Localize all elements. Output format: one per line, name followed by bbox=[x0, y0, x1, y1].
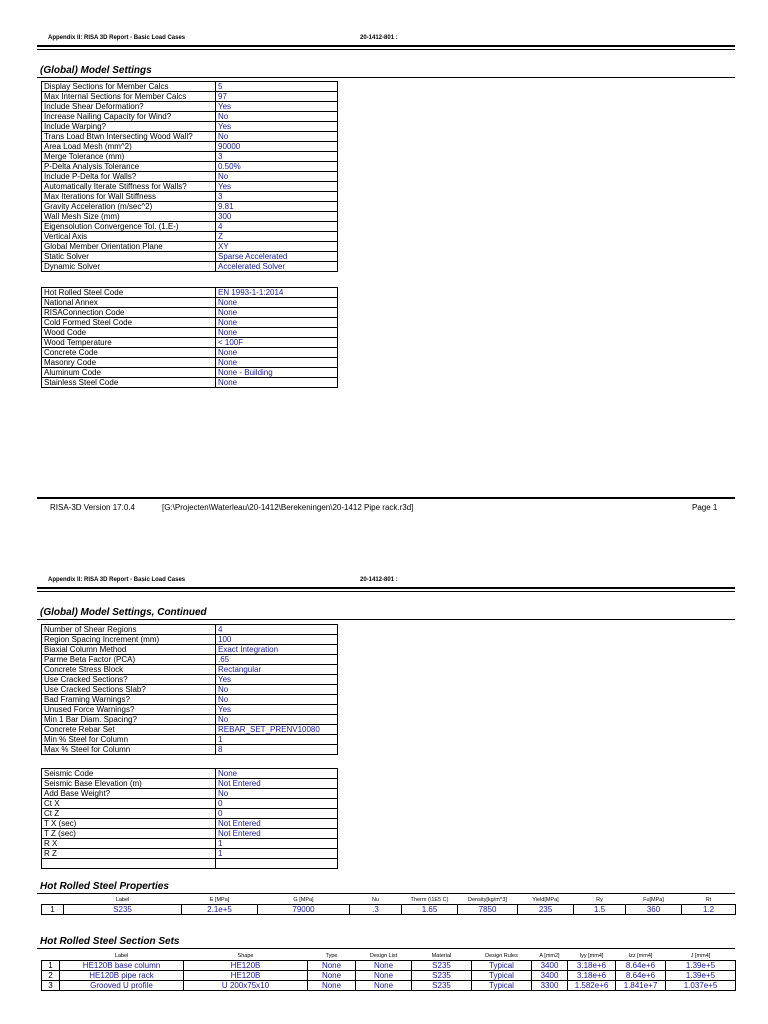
footer-version: RISA-3D Version 17.0.4 bbox=[50, 503, 135, 512]
setting-label: Wood Temperature bbox=[42, 338, 216, 348]
table-row bbox=[42, 252, 338, 262]
table-row bbox=[42, 202, 338, 212]
table-row bbox=[42, 971, 736, 981]
table-row bbox=[42, 981, 736, 991]
setting-value: 9.81 bbox=[216, 202, 338, 212]
setting-label: Min 1 Bar Diam. Spacing? bbox=[42, 715, 216, 725]
section-rule bbox=[37, 77, 735, 78]
column-header: Yield[MPa] bbox=[532, 897, 559, 903]
setting-label: Bad Framing Warnings? bbox=[42, 695, 216, 705]
table-cell: 1.2 bbox=[682, 905, 736, 915]
setting-value: < 100F bbox=[216, 338, 338, 348]
table-cell: 1.5 bbox=[574, 905, 626, 915]
setting-value: None bbox=[216, 769, 338, 779]
setting-value: Yes bbox=[216, 705, 338, 715]
page-header-left: Appendix II: RISA 3D Report - Basic Load Cases bbox=[48, 577, 186, 583]
setting-label: Include P-Delta for Walls? bbox=[42, 172, 216, 182]
table-cell: .3 bbox=[350, 905, 402, 915]
table-row bbox=[42, 92, 338, 102]
column-header: Izz [mm4] bbox=[628, 953, 653, 959]
column-header: Material bbox=[431, 953, 452, 959]
table-row bbox=[42, 308, 338, 318]
table-row bbox=[42, 665, 338, 675]
setting-label: Stainless Steel Code bbox=[42, 378, 216, 388]
setting-value: EN 1993-1-1:2014 bbox=[216, 288, 338, 298]
setting-label: Max % Steel for Column bbox=[42, 745, 216, 755]
table-cell: 3300 bbox=[532, 981, 568, 991]
table-row bbox=[42, 625, 338, 635]
setting-value: None bbox=[216, 348, 338, 358]
setting-label: Ct Z bbox=[42, 809, 216, 819]
table-row bbox=[42, 142, 338, 152]
table-cell: 1.65 bbox=[402, 905, 458, 915]
table-row bbox=[42, 348, 338, 358]
table-row bbox=[42, 262, 338, 272]
table-cell: 1.037e+5 bbox=[666, 981, 736, 991]
table-row bbox=[42, 839, 338, 849]
column-header: Type bbox=[325, 953, 338, 959]
table-row bbox=[42, 725, 338, 735]
setting-label: T Z (sec) bbox=[42, 829, 216, 839]
setting-label: P-Delta Analysis Tolerance bbox=[42, 162, 216, 172]
column-header: G [MPa] bbox=[293, 897, 314, 903]
table-cell: S235 bbox=[412, 981, 472, 991]
setting-label: Seismic Code bbox=[42, 769, 216, 779]
setting-value: 300 bbox=[216, 212, 338, 222]
table-row bbox=[42, 368, 338, 378]
setting-label: Use Cracked Sections? bbox=[42, 675, 216, 685]
table-row bbox=[42, 849, 338, 859]
setting-label: Wood Code bbox=[42, 328, 216, 338]
setting-value: 1 bbox=[216, 735, 338, 745]
section-title: (Global) Model Settings bbox=[40, 65, 152, 76]
setting-label: Ct X bbox=[42, 799, 216, 809]
table-cell: 3.18e+6 bbox=[568, 961, 616, 971]
setting-value: 100 bbox=[216, 635, 338, 645]
table-row bbox=[42, 715, 338, 725]
setting-value: 8 bbox=[216, 745, 338, 755]
table-cell: Typical bbox=[472, 971, 532, 981]
table-row bbox=[42, 222, 338, 232]
setting-label: Max Iterations for Wall Stiffness bbox=[42, 192, 216, 202]
setting-value: Exact Integration bbox=[216, 645, 338, 655]
page-header-right: 20-1412-801 : bbox=[360, 577, 398, 583]
setting-label: Concrete Rebar Set bbox=[42, 725, 216, 735]
section-title: Hot Rolled Steel Properties bbox=[40, 881, 169, 892]
table-row bbox=[42, 905, 736, 915]
column-header: Rt bbox=[705, 897, 712, 903]
table-row bbox=[42, 769, 338, 779]
table-cell: U 200x75x10 bbox=[184, 981, 308, 991]
table-row bbox=[42, 132, 338, 142]
table-row bbox=[42, 102, 338, 112]
table-row bbox=[42, 288, 338, 298]
row-number: 1 bbox=[42, 961, 60, 971]
section-title: (Global) Model Settings, Continued bbox=[40, 607, 207, 618]
column-header: Density[kg/m^3] bbox=[468, 897, 507, 903]
table-cell: 1.841e+7 bbox=[616, 981, 666, 991]
table-row bbox=[42, 635, 338, 645]
table-cell: HE120B base column bbox=[60, 961, 184, 971]
table-cell: None bbox=[356, 961, 412, 971]
section-rule bbox=[37, 893, 735, 894]
row-number: 1 bbox=[42, 905, 64, 915]
setting-value: Z bbox=[216, 232, 338, 242]
page-header-left: Appendix II: RISA 3D Report - Basic Load Cases bbox=[48, 35, 186, 41]
setting-value: None bbox=[216, 318, 338, 328]
setting-value: None bbox=[216, 308, 338, 318]
column-header: Label bbox=[115, 897, 130, 903]
header-rule bbox=[37, 587, 735, 589]
setting-label: Concrete Code bbox=[42, 348, 216, 358]
column-header: Nu bbox=[371, 897, 380, 903]
setting-value: Rectangular bbox=[216, 665, 338, 675]
footer-rule bbox=[37, 497, 735, 499]
setting-value: Yes bbox=[216, 102, 338, 112]
table-row bbox=[42, 318, 338, 328]
header-rule bbox=[37, 45, 735, 47]
footer-page-number: Page 1 bbox=[692, 503, 718, 512]
setting-value: 4 bbox=[216, 625, 338, 635]
setting-value: No bbox=[216, 715, 338, 725]
setting-value: 3 bbox=[216, 152, 338, 162]
setting-value: 3 bbox=[216, 192, 338, 202]
table-cell: None bbox=[356, 981, 412, 991]
table-cell: 1.582e+6 bbox=[568, 981, 616, 991]
table-cell: S235 bbox=[412, 961, 472, 971]
header-rule-thin bbox=[37, 49, 735, 50]
column-header: E [MPa] bbox=[209, 897, 230, 903]
setting-value: 1 bbox=[216, 849, 338, 859]
row-number: 2 bbox=[42, 971, 60, 981]
setting-value: 0.50% bbox=[216, 162, 338, 172]
table-cell: HE120B bbox=[184, 961, 308, 971]
setting-value: 4 bbox=[216, 222, 338, 232]
table-row bbox=[42, 112, 338, 122]
table-row bbox=[42, 961, 736, 971]
table-row bbox=[42, 152, 338, 162]
setting-value: XY bbox=[216, 242, 338, 252]
setting-value: None bbox=[216, 298, 338, 308]
setting-label: Display Sections for Member Calcs bbox=[42, 82, 216, 92]
table-cell: 1.39e+5 bbox=[666, 961, 736, 971]
code-settings-table bbox=[41, 287, 338, 388]
table-cell: 79000 bbox=[258, 905, 350, 915]
setting-label bbox=[42, 859, 216, 869]
table-row bbox=[42, 799, 338, 809]
table-row bbox=[42, 82, 338, 92]
setting-label: Increase Nailing Capacity for Wind? bbox=[42, 112, 216, 122]
setting-value: Accelerated Solver bbox=[216, 262, 338, 272]
setting-value: No bbox=[216, 112, 338, 122]
setting-value: No bbox=[216, 685, 338, 695]
setting-value: None bbox=[216, 358, 338, 368]
table-row bbox=[42, 809, 338, 819]
table-row bbox=[42, 212, 338, 222]
setting-label: National Annex bbox=[42, 298, 216, 308]
setting-label: Unused Force Warnings? bbox=[42, 705, 216, 715]
table-row bbox=[42, 358, 338, 368]
table-row bbox=[42, 685, 338, 695]
setting-label: Area Load Mesh (mm^2) bbox=[42, 142, 216, 152]
setting-label: Merge Tolerance (mm) bbox=[42, 152, 216, 162]
setting-label: R X bbox=[42, 839, 216, 849]
column-header: A [mm2] bbox=[539, 953, 560, 959]
table-cell: 1.39e+5 bbox=[666, 971, 736, 981]
table-row bbox=[42, 162, 338, 172]
table-row bbox=[42, 378, 338, 388]
column-header-blank bbox=[42, 897, 64, 905]
column-header: Label bbox=[114, 953, 129, 959]
table-row bbox=[42, 338, 338, 348]
setting-label: R Z bbox=[42, 849, 216, 859]
table-row bbox=[42, 745, 338, 755]
table-cell: 8.64e+6 bbox=[616, 961, 666, 971]
setting-value bbox=[216, 859, 338, 869]
table-cell: S235 bbox=[64, 905, 182, 915]
table-cell: 3400 bbox=[532, 961, 568, 971]
setting-label: Automatically Iterate Stiffness for Walls? bbox=[42, 182, 216, 192]
table-row bbox=[42, 192, 338, 202]
table-cell: Typical bbox=[472, 981, 532, 991]
setting-label: Max Internal Sections for Member Calcs bbox=[42, 92, 216, 102]
page-header-right: 20-1412-801 : bbox=[360, 35, 398, 41]
hot-rolled-steel-properties-table bbox=[41, 897, 736, 915]
setting-label: Use Cracked Sections Slab? bbox=[42, 685, 216, 695]
setting-value: Sparse Accelerated bbox=[216, 252, 338, 262]
setting-value: Not Entered bbox=[216, 819, 338, 829]
setting-value: 5 bbox=[216, 82, 338, 92]
table-row bbox=[42, 298, 338, 308]
setting-value: Yes bbox=[216, 675, 338, 685]
setting-label: T X (sec) bbox=[42, 819, 216, 829]
setting-label: Add Base Weight? bbox=[42, 789, 216, 799]
table-cell: None bbox=[308, 961, 356, 971]
setting-value: No bbox=[216, 695, 338, 705]
setting-value: Yes bbox=[216, 122, 338, 132]
setting-label: Gravity Acceleration (m/sec^2) bbox=[42, 202, 216, 212]
column-header: Therm (\1E5 C) bbox=[410, 897, 449, 903]
column-header: Iyy [mm4] bbox=[579, 953, 604, 959]
table-row bbox=[42, 829, 338, 839]
table-row bbox=[42, 182, 338, 192]
section-title: Hot Rolled Steel Section Sets bbox=[40, 936, 180, 947]
setting-value: 97 bbox=[216, 92, 338, 102]
table-row bbox=[42, 172, 338, 182]
setting-value: None - Building bbox=[216, 368, 338, 378]
setting-label: Trans Load Btwn Intersecting Wood Wall? bbox=[42, 132, 216, 142]
table-cell: 3400 bbox=[532, 971, 568, 981]
column-header: Design List bbox=[369, 953, 398, 959]
table-row bbox=[42, 695, 338, 705]
setting-label: Number of Shear Regions bbox=[42, 625, 216, 635]
table-row bbox=[42, 859, 338, 869]
setting-value: None bbox=[216, 378, 338, 388]
setting-label: Seismic Base Elevation (m) bbox=[42, 779, 216, 789]
model-settings-continued-table bbox=[41, 624, 338, 755]
table-row bbox=[42, 328, 338, 338]
table-cell: 7850 bbox=[458, 905, 518, 915]
table-cell: Grooved U profile bbox=[60, 981, 184, 991]
column-header-blank bbox=[42, 953, 60, 961]
setting-value: Yes bbox=[216, 182, 338, 192]
table-cell: None bbox=[308, 971, 356, 981]
setting-label: Masonry Code bbox=[42, 358, 216, 368]
table-row bbox=[42, 655, 338, 665]
setting-value: Not Entered bbox=[216, 779, 338, 789]
setting-label: Vertical Axis bbox=[42, 232, 216, 242]
table-cell: HE120B bbox=[184, 971, 308, 981]
table-row bbox=[42, 735, 338, 745]
setting-value: Not Entered bbox=[216, 829, 338, 839]
setting-value: No bbox=[216, 132, 338, 142]
setting-label: Include Warping? bbox=[42, 122, 216, 132]
section-sets-table bbox=[41, 953, 736, 991]
setting-label: Include Shear Deformation? bbox=[42, 102, 216, 112]
setting-value: No bbox=[216, 789, 338, 799]
setting-label: Eigensolution Convergence Tol. (1.E-) bbox=[42, 222, 216, 232]
table-row bbox=[42, 705, 338, 715]
section-rule bbox=[37, 619, 735, 620]
table-cell: Typical bbox=[472, 961, 532, 971]
setting-label: Biaxial Column Method bbox=[42, 645, 216, 655]
table-cell: 8.64e+6 bbox=[616, 971, 666, 981]
setting-value: 90000 bbox=[216, 142, 338, 152]
table-row bbox=[42, 242, 338, 252]
setting-label: Dynamic Solver bbox=[42, 262, 216, 272]
setting-label: Hot Rolled Steel Code bbox=[42, 288, 216, 298]
column-header: Design Rules bbox=[485, 953, 518, 959]
table-cell: None bbox=[356, 971, 412, 981]
setting-label: Aluminum Code bbox=[42, 368, 216, 378]
seismic-settings-table bbox=[41, 768, 338, 869]
table-cell: None bbox=[308, 981, 356, 991]
setting-label: Parme Beta Factor (PCA) bbox=[42, 655, 216, 665]
section-rule bbox=[37, 948, 735, 949]
setting-label: Static Solver bbox=[42, 252, 216, 262]
table-cell: HE120B pipe rack bbox=[60, 971, 184, 981]
column-header: Shape bbox=[237, 953, 254, 959]
setting-value: REBAR_SET_PRENV10080 bbox=[216, 725, 338, 735]
table-row bbox=[42, 789, 338, 799]
header-rule-thin bbox=[37, 591, 735, 592]
setting-label: RISAConnection Code bbox=[42, 308, 216, 318]
setting-value: 1 bbox=[216, 839, 338, 849]
setting-value: 0 bbox=[216, 799, 338, 809]
column-header: J [mm4] bbox=[690, 953, 711, 959]
table-row bbox=[42, 645, 338, 655]
model-settings-table bbox=[41, 81, 338, 272]
setting-label: Wall Mesh Size (mm) bbox=[42, 212, 216, 222]
table-row bbox=[42, 779, 338, 789]
table-row bbox=[42, 122, 338, 132]
setting-label: Region Spacing Increment (mm) bbox=[42, 635, 216, 645]
table-cell: 235 bbox=[518, 905, 574, 915]
table-row bbox=[42, 675, 338, 685]
table-cell: S235 bbox=[412, 971, 472, 981]
setting-label: Global Member Orientation Plane bbox=[42, 242, 216, 252]
setting-label: Min % Steel for Column bbox=[42, 735, 216, 745]
footer-file-path: [G:\Projecten\Waterleau\20-1412\Berekeningen\20-1412 Pipe rack.r3d] bbox=[162, 503, 414, 512]
setting-label: Cold Formed Steel Code bbox=[42, 318, 216, 328]
setting-value: None bbox=[216, 328, 338, 338]
table-row bbox=[42, 232, 338, 242]
setting-label: Concrete Stress Block bbox=[42, 665, 216, 675]
table-cell: 3.18e+6 bbox=[568, 971, 616, 981]
setting-value: 0 bbox=[216, 809, 338, 819]
setting-value: .65 bbox=[216, 655, 338, 665]
column-header: Ry bbox=[596, 897, 603, 903]
setting-value: No bbox=[216, 172, 338, 182]
table-cell: 360 bbox=[626, 905, 682, 915]
row-number: 3 bbox=[42, 981, 60, 991]
table-row bbox=[42, 819, 338, 829]
table-cell: 2.1e+5 bbox=[182, 905, 258, 915]
column-header: Fu[MPa] bbox=[643, 897, 664, 903]
